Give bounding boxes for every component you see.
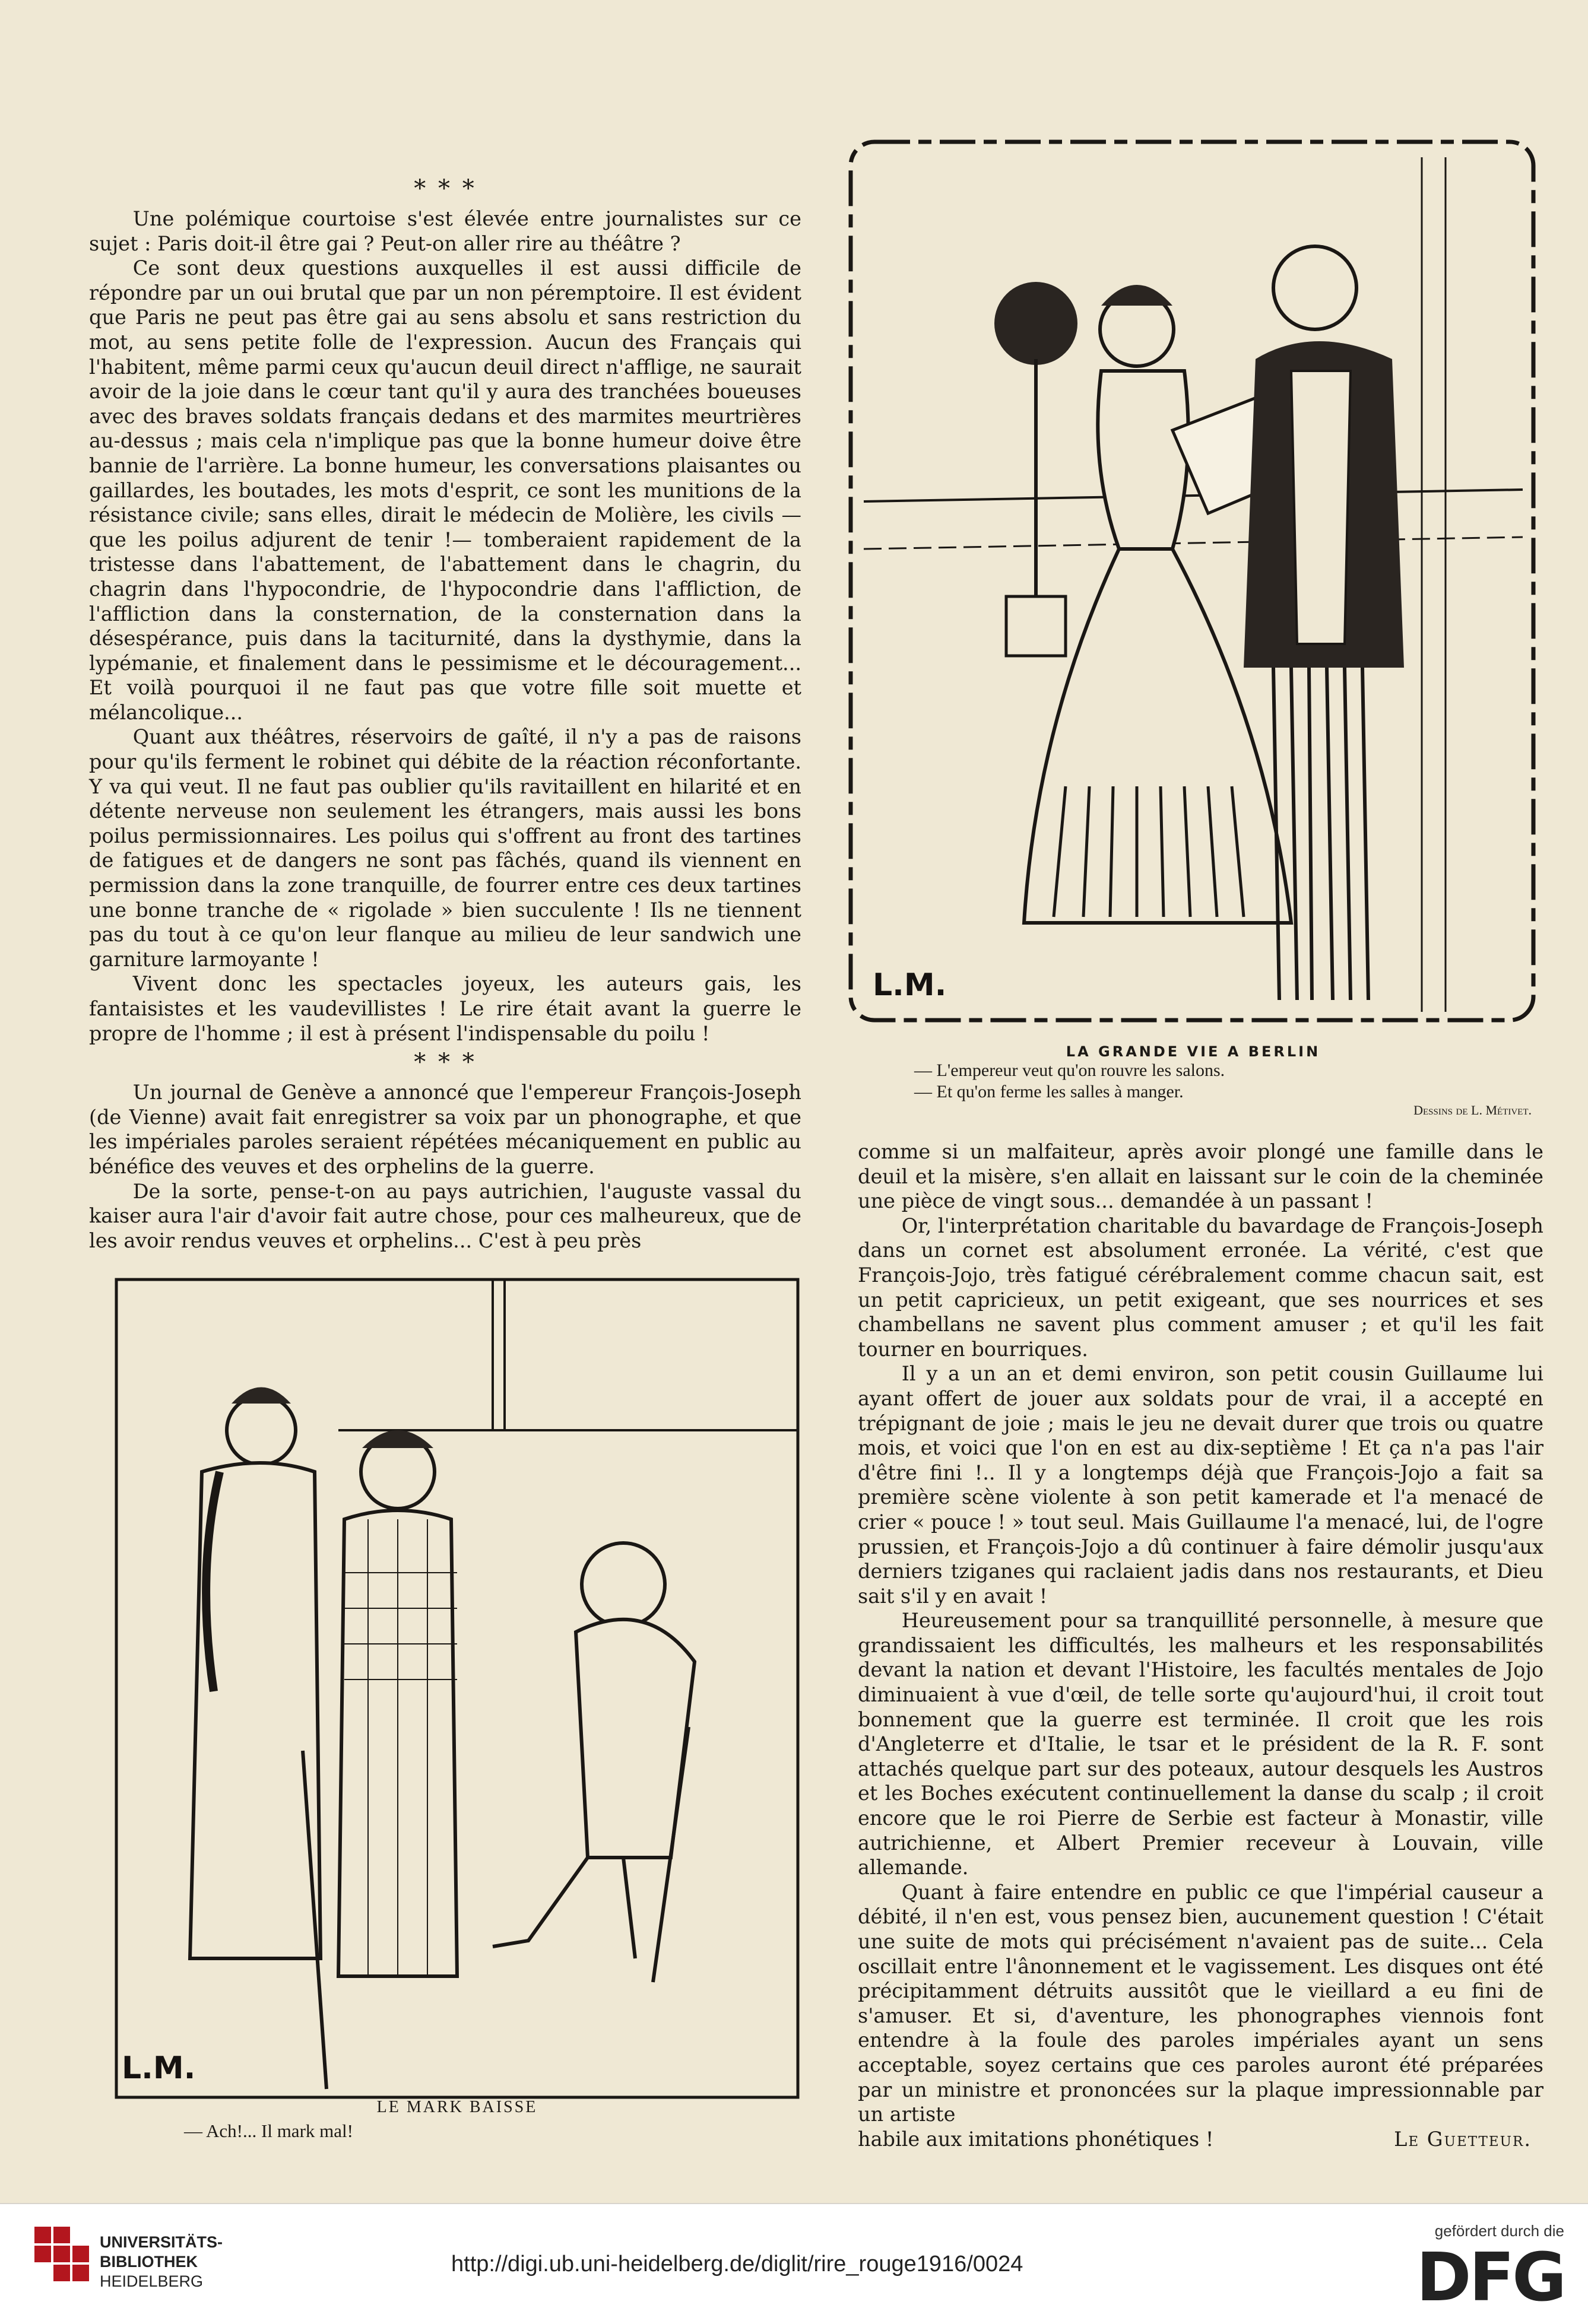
paragraph: Quant à faire entendre en public ce que l'impérial causeur a débité, il n'en est, vous pensez bien, aucunement question ! C'était une suite de mots qui précisément n'avaient pas de suite... Cela oscillait entre l'ânonnement et le vagissement. Les disques ont été précipitamment détruits aussitôt que le vieillard a eu fini de s'amuser. Et si, d'aventure, les phonographes viennois font entendre à la foule des paroles impériales ayant un sens acceptable, soyez certains que ces paroles auront été préparées par un ministre et prononcées sur la plaque impressionnable par un artiste bbox=[858, 1880, 1543, 2126]
illustration-grande-vie bbox=[840, 134, 1543, 1030]
artist-monogram: L.M. bbox=[122, 2050, 196, 2086]
caption-title: LE MARK BAISSE bbox=[376, 2098, 538, 2116]
caption-line-2: — Et qu'on ferme les salles à manger. bbox=[914, 1082, 1184, 1101]
illustration-mark-baisse bbox=[113, 1276, 801, 2101]
section-separator: * * * bbox=[414, 1049, 477, 1077]
paragraph: Or, l'interprétation charitable du bavardage de François-Joseph dans un cornet est absolument erronée. La vérité, c'est que François-Jojo, très fatigué cérébralement comme chacun sait, est un petit capricieux, un petit exigeant, que ses nourrices et ses chambellans ne savent plus comment amuser ; et qu'il les fait tourner en bourriques. bbox=[858, 1214, 1543, 1361]
paragraph: Heureusement pour sa tranquillité personnelle, à mesure que grandissaient les difficultés, les malheurs et les responsabilités devant la nation et devant l'Histoire, les facultés mentales de Jojo diminuaient à vue d'œil, de telle sorte qu'aujourd'hui, il croit tout bonnement que la guerre est terminée. Il croit que les rois d'Angleterre et d'Italie, le tsar et le président de la R. F. sont attachés quelque part sur des poteaux, autour desquels les Austros et les Boches exécutent continuellement la danse du scalp ; il croit encore que le roi Pierre de Serbie est facteur à Monastir, ville autrichienne, et Albert Premier receveur à Louvain, ville allemande. bbox=[858, 1609, 1543, 1879]
paragraph: Quant aux théâtres, réservoirs de gaîté, il n'y a pas de raisons pour qu'ils ferment le robinet qui débite de la réaction réconfortante. Y va qui veut. Il ne faut pas oublier qu'ils ravitaillent en hilarité et en détente nerveuse non seulement les étrangers, mais aussi les bons poilus permissionnaires. Les poilus qui s'offrent au front des tartines de fatigues et de dangers ne sont pas fâchés, quand ils viennent en permission dans la zone tranquille, de fourrer entre ces deux tartines une bonne tranche de « rigolade » bien succulente ! Ils ne tiennent pas du tout à ce qu'on leur flanque au milieu de leur sandwich une garniture larmoyante ! bbox=[89, 725, 801, 971]
paragraph: Un journal de Genève a annoncé que l'empereur François-Joseph (de Vienne) avait fait enregistrer sa voix par un phonographe, et que les impériales paroles seraient répétées mécaniquement en public au bénéfice des veuves et des orphelins de la guerre. bbox=[89, 1081, 801, 1178]
paragraph: Vivent donc les spectacles joyeux, les auteurs gais, les fantaisistes et les vaudevillistes ! Le rire était avant la guerre le propre de l'homme ; il est à présent l'indispensable du poilu ! bbox=[89, 972, 801, 1045]
right-column bbox=[858, 1139, 1543, 2151]
paragraph: Une polémique courtoise s'est élevée entre journalistes sur ce sujet : Paris doit-il être gai ? Peut-on aller rire au théâtre ? bbox=[89, 207, 801, 255]
source-url-link[interactable]: http://digi.ub.uni-heidelberg.de/diglit/rire_rouge1916/0024 bbox=[451, 2252, 1023, 2277]
caption-line: — Ach!... Il mark mal! bbox=[184, 2120, 353, 2141]
left-column bbox=[89, 172, 801, 1253]
drawing-credit: Dessins de L. Métivet. bbox=[1413, 1103, 1532, 1117]
caption-line-1: — L'empereur veut qu'on rouvre les salons. bbox=[914, 1061, 1225, 1080]
library-name bbox=[100, 2233, 223, 2291]
caption-title: LA GRANDE VIE A BERLIN bbox=[1066, 1043, 1321, 1060]
caption-mark-baisse bbox=[119, 2098, 795, 2142]
illustration-drawing bbox=[113, 1276, 801, 2101]
library-name-line-1: UNIVERSITÄTS- bbox=[100, 2233, 223, 2251]
funding-label: gefördert durch die bbox=[1434, 2222, 1564, 2240]
library-name-line-2: BIBLIOTHEK bbox=[100, 2253, 198, 2271]
paragraph: Ce sont deux questions auxquelles il est aussi difficile de répondre par un oui brutal que par un non péremptoire. Il est évident que Paris ne peut pas être gai au sens absolu et sans restriction du mot, au sens petite folle de l'expression. Aucun des Français qui l'habitent, même parmi ceux qu'aucun deuil direct n'afflige, ne saurait avoir de la joie dans le cœur tant qu'il y aura des tranchées boueuses avec des braves soldats français dedans et des marmites meurtrières au-dessus ; mais cela n'implique pas que la bonne humeur doive être bannie de l'arrière. La bonne humeur, les conversations plaisantes ou gaillardes, les boutades, les mots d'esprit, ce sont les munitions de la résistance civile; sans elles, dirait le médecin de Molière, les civils — que les poilus adjurent de tenir !— tomberaient rapidement de la tristesse dans l'abattement, de l'abattement dans le chagrin, du chagrin dans l'hypocondrie, de l'hypocondrie dans l'affliction, de l'affliction dans la consternation, de la consternation dans la désespérance, puis dans la taciturnité, dans la dysthymie, dans la lypémanie, et finalement dans le pessimisme et le découragement... Et voilà pourquoi il ne faut pas que votre fille soit muette et mélancolique... bbox=[89, 256, 801, 724]
signature-line bbox=[858, 2127, 1543, 2152]
right-paragraphs bbox=[858, 1139, 1543, 2127]
section-separator: * * * bbox=[414, 175, 477, 202]
author-signature: Le Guetteur. bbox=[1394, 2127, 1532, 2151]
paragraph: comme si un malfaiteur, après avoir plongé une famille dans le deuil et la misère, s'en allait en laissant sur le coin de la cheminée une pièce de vingt sous... demandée à un passant ! bbox=[858, 1140, 1543, 1213]
left-paragraphs-2 bbox=[89, 1080, 801, 1253]
closing-line: habile aux imitations phonétiques ! bbox=[858, 2127, 1214, 2151]
library-name-line-3: HEIDELBERG bbox=[100, 2272, 204, 2290]
paragraph: Il y a un an et demi environ, son petit cousin Guillaume lui ayant offert de jouer aux soldats pour de vrai, il a accepté en trépignant de joie ; mais le jeu ne devait durer que trois ou quatre mois, et voici que l'on en est au dix-septième ! Et ça n'a pas l'air d'être fini !.. Il y a longtemps déjà que François-Jojo a fait sa première scène violente à son petit kamerade et l'a menacé de crier « pouce ! » tout seul. Mais Guillaume l'a menacé, lui, de l'ogre prussien, et François-Jojo a dû continuer à faire démolir jusqu'aux derniers tziganes qui raclaient jadis dans nos restaurants, et Dieu sait s'il y en avait ! bbox=[858, 1362, 1543, 1608]
caption-grande-vie bbox=[855, 1043, 1532, 1117]
university-library-logo-icon bbox=[34, 2227, 89, 2293]
dfg-logo: DFG bbox=[1416, 2239, 1564, 2316]
paragraph: De la sorte, pense-t-on au pays autrichien, l'auguste vassal du kaiser aura l'air d'avoir fait autre chose, pour ces malheureux, que de les avoir rendus veuves et orphelins... C'est à peu près bbox=[89, 1179, 801, 1252]
left-paragraphs-1 bbox=[89, 207, 801, 1046]
illustration-drawing bbox=[840, 134, 1543, 1030]
artist-monogram: L.M. bbox=[873, 967, 947, 1003]
digitization-footer bbox=[0, 2203, 1588, 2324]
